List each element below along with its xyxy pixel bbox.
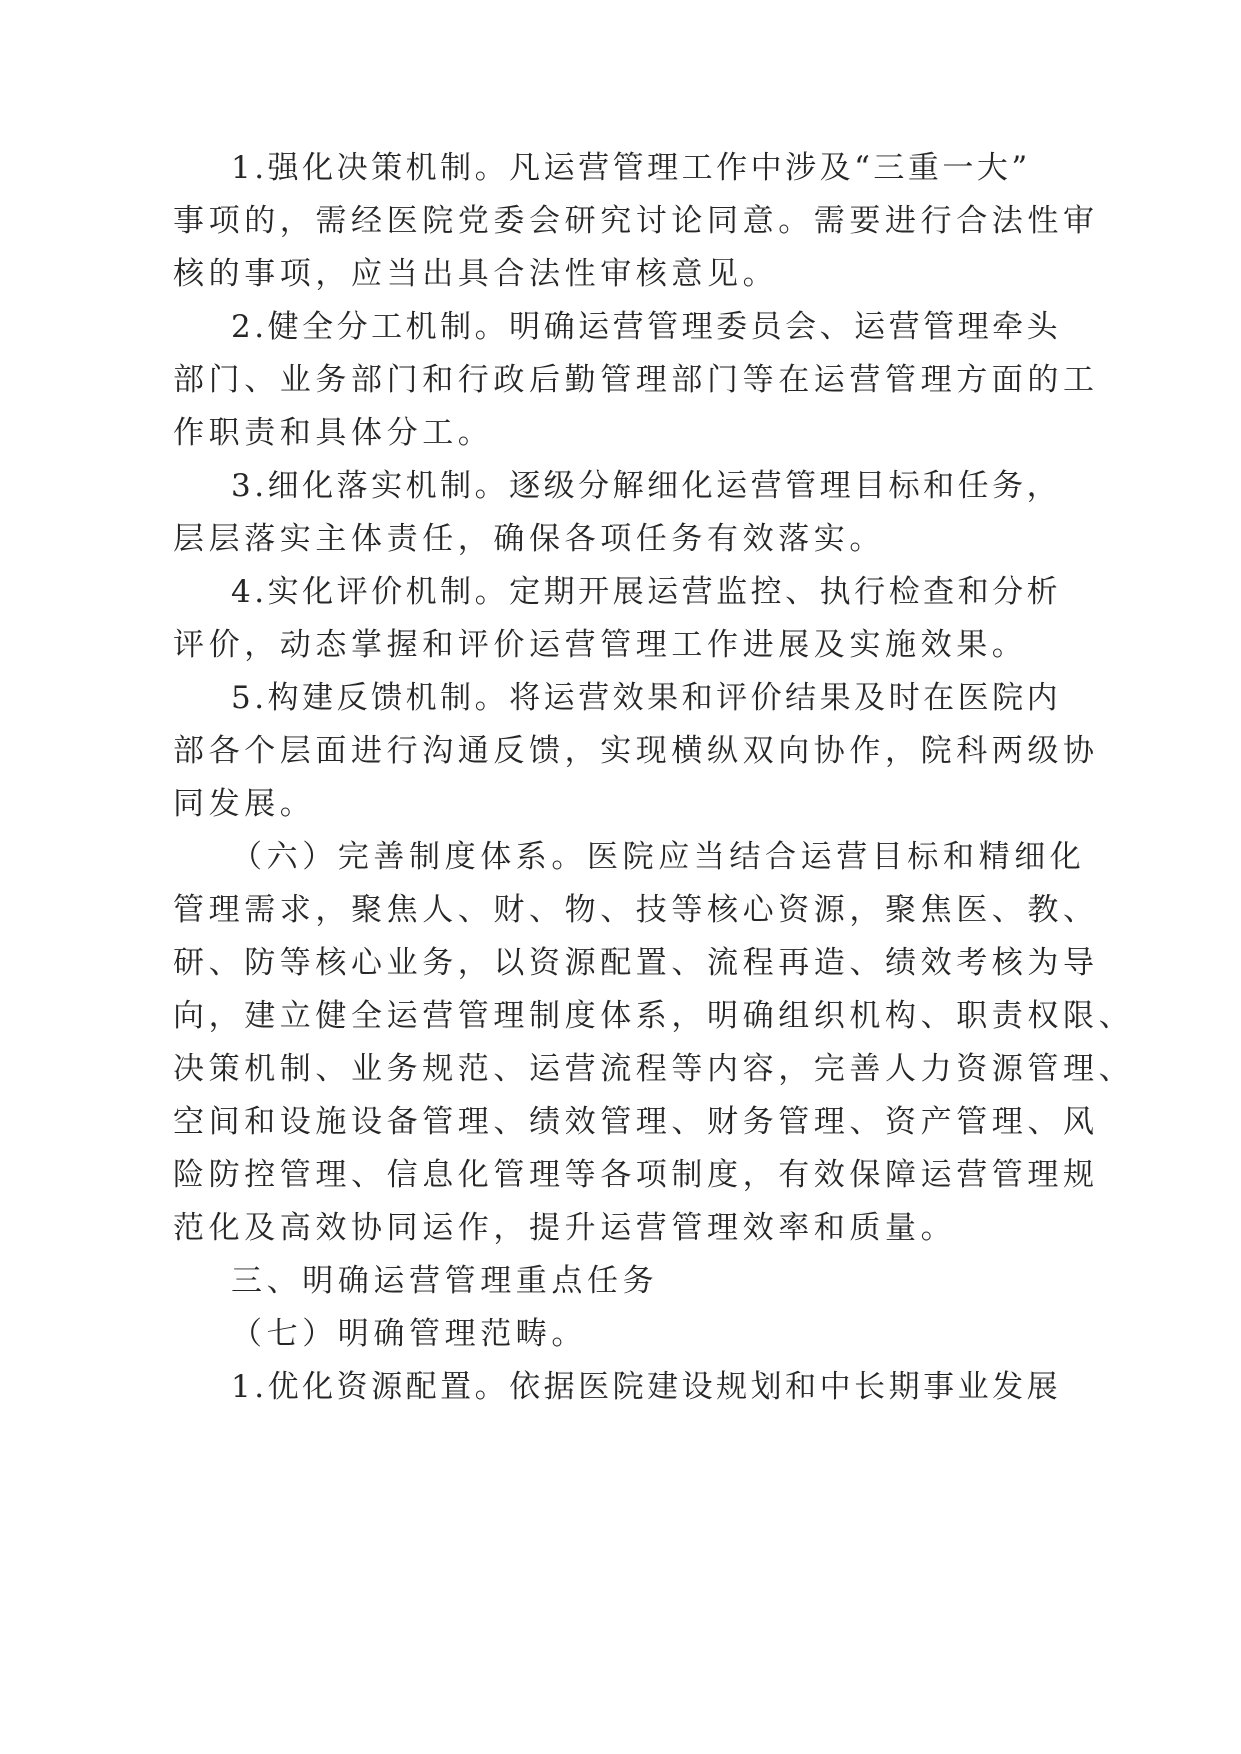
subsection-heading: （七）明确管理范畴。: [231, 1316, 587, 1352]
text-line: 4.实化评价机制。定期开展运营监控、执行检查和分析: [231, 574, 1062, 610]
text-line: 1.优化资源配置。依据医院建设规划和中长期事业发展: [231, 1369, 1062, 1405]
text-line: 向，建立健全运营管理制度体系，明确组织机构、职责权限、: [173, 998, 1135, 1034]
text-line: 管理需求，聚焦人、财、物、技等核心资源，聚焦医、教、: [173, 892, 1099, 928]
text-line: （六）完善制度体系。医院应当结合运营目标和精细化: [231, 839, 1086, 875]
text-line: 范化及高效协同运作，提升运营管理效率和质量。: [173, 1210, 957, 1246]
text-line: 层层落实主体责任，确保各项任务有效落实。: [173, 521, 885, 557]
text-line: 核的事项，应当出具合法性审核意见。: [173, 256, 779, 292]
text-line: 部门、业务部门和行政后勤管理部门等在运营管理方面的工: [173, 362, 1099, 398]
text-line: 1.强化决策机制。凡运营管理工作中涉及“三重一大”: [231, 150, 1031, 186]
text-line: 研、防等核心业务，以资源配置、流程再造、绩效考核为导: [173, 945, 1099, 981]
text-line: 部各个层面进行沟通反馈，实现横纵双向协作，院科两级协: [173, 733, 1099, 769]
text-line: 作职责和具体分工。: [173, 415, 494, 451]
text-line: 2.健全分工机制。明确运营管理委员会、运营管理牵头: [231, 309, 1062, 345]
section-heading: 三、明确运营管理重点任务: [231, 1263, 659, 1299]
text-line: 5.构建反馈机制。将运营效果和评价结果及时在医院内: [231, 680, 1062, 716]
text-line: 同发展。: [173, 786, 316, 822]
text-line: 评价，动态掌握和评价运营管理工作进展及实施效果。: [173, 627, 1028, 663]
text-line: 决策机制、业务规范、运营流程等内容，完善人力资源管理、: [173, 1051, 1135, 1087]
text-line: 事项的，需经医院党委会研究讨论同意。需要进行合法性审: [173, 203, 1099, 239]
text-line: 险防控管理、信息化管理等各项制度，有效保障运营管理规: [173, 1157, 1099, 1193]
text-line: 空间和设施设备管理、绩效管理、财务管理、资产管理、风: [173, 1104, 1099, 1140]
text-line: 3.细化落实机制。逐级分解细化运营管理目标和任务，: [231, 468, 1062, 504]
